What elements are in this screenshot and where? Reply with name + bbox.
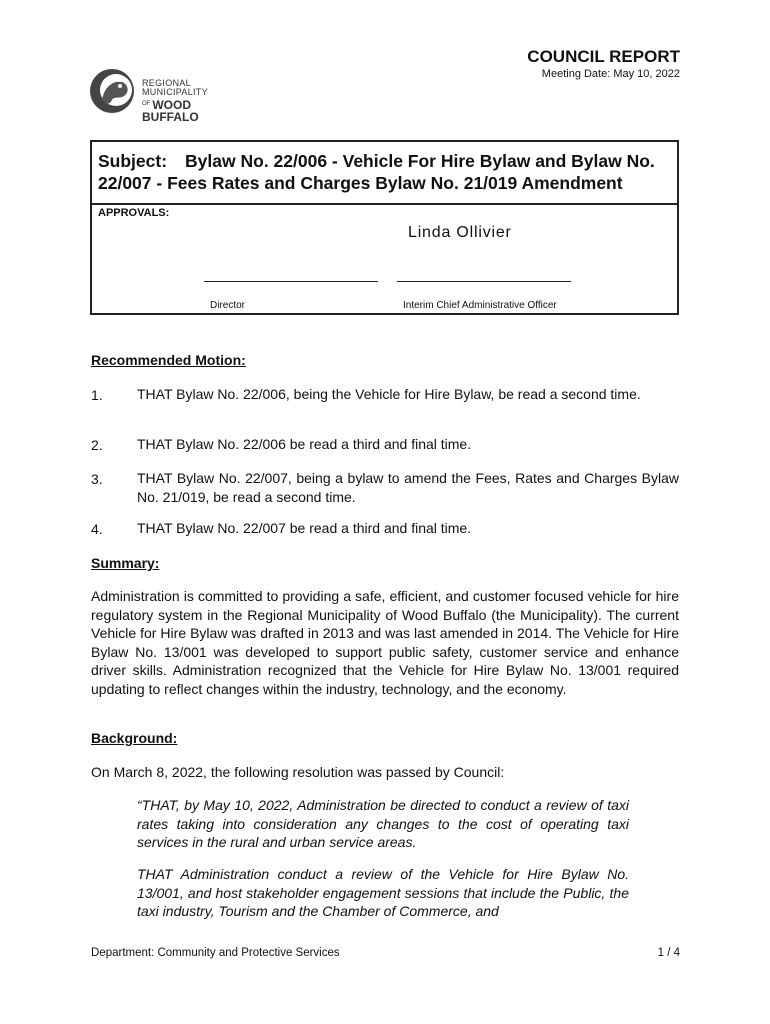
recommended-motion-heading: Recommended Motion: <box>91 352 246 368</box>
bison-emblem-icon <box>90 66 138 116</box>
municipality-logo <box>90 66 250 124</box>
footer-department: Department: Community and Protective Services <box>91 947 340 959</box>
background-intro: On March 8, 2022, the following resolution was passed by Council: <box>91 764 505 780</box>
subject-label: Subject: <box>98 151 168 171</box>
motion-item-text: THAT Bylaw No. 22/007, being a bylaw to amend the Fees, Rates and Charges Bylaw No. 21/019, be read a second time. <box>137 470 679 505</box>
summary-paragraph: Administration is committed to providing a safe, efficient, and customer focused vehicle for hire regulatory system in the Regional Municipality of Wood Buffalo (the Municipality). The current Vehicle for Hire Bylaw was drafted in 2013 and was last amended in 2014. The Vehicle for Hire Bylaw No. 13/001 was developed to support public safety, customer service and enhance driver skills. Administration recognized that the Vehicle for Hire Bylaw No. 13/001 required updating to reflect changes within the industry, technology, and the economy. <box>91 588 679 697</box>
motion-item-number: 1. <box>91 387 103 403</box>
subject-row <box>92 142 677 205</box>
footer-page-number: 1 / 4 <box>657 947 680 959</box>
signature-line-cao <box>397 281 571 282</box>
background-heading: Background: <box>91 730 178 746</box>
director-title: Director <box>210 300 246 311</box>
report-title: COUNCIL REPORT <box>527 47 680 66</box>
logo-wordmark <box>142 79 250 123</box>
motion-item-number: 2. <box>91 437 103 453</box>
subject-text: Bylaw No. 22/006 - Vehicle For Hire Bylaw and Bylaw No. 22/007 - Fees Rates and Charges Bylaw No. 21/019 Amendment <box>98 151 655 193</box>
signature-line-director <box>204 281 378 282</box>
approvals-label: APPROVALS: <box>98 207 170 219</box>
meeting-date: Meeting Date: May 10, 2022 <box>541 68 680 80</box>
logo-line2: WOOD BUFFALO <box>142 98 199 124</box>
logo-of: OF <box>142 101 151 107</box>
motion-item-number: 3. <box>91 471 103 487</box>
logo-line1: REGIONAL MUNICIPALITY <box>142 78 208 97</box>
subject-approvals-box <box>90 140 679 315</box>
cao-title: Interim Chief Administrative Officer <box>403 300 557 311</box>
summary-heading: Summary: <box>91 555 160 571</box>
motion-item-text: THAT Bylaw No. 22/006 be read a third and final time. <box>137 436 472 452</box>
resolution-quote-2: THAT Administration conduct a review of the Vehicle for Hire Bylaw No. 13/001, and host stakeholder engagement sessions that include the Public, the taxi industry, Tourism and the Chamber of Commerce, and <box>137 866 629 919</box>
motion-item-text: THAT Bylaw No. 22/007 be read a third and final time. <box>137 520 472 536</box>
signature: Linda Ollivier <box>408 224 512 241</box>
resolution-quote-1: “THAT, by May 10, 2022, Administration be directed to conduct a review of taxi rates taking into consideration any changes to the cost of operating taxi services in the rural and urban service areas. <box>137 797 629 850</box>
motion-item-number: 4. <box>91 521 103 537</box>
motion-item-text: THAT Bylaw No. 22/006, being the Vehicle for Hire Bylaw, be read a second time. <box>137 386 641 402</box>
